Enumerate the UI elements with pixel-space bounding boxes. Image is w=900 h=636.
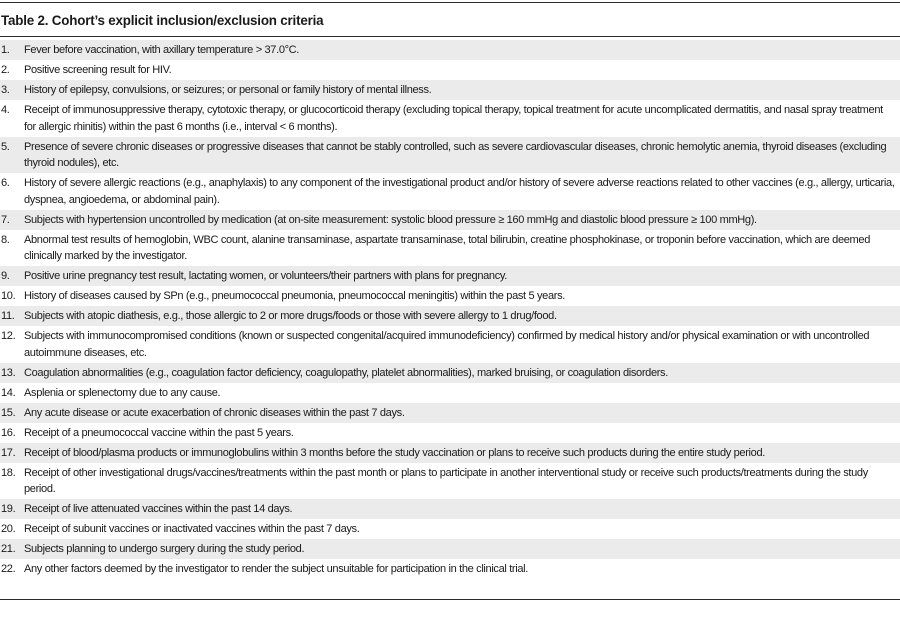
- row-text: Fever before vaccination, with axillary temperature > 37.0°C.: [24, 44, 300, 56]
- row-number: 3.: [1, 84, 10, 96]
- row-number: 5.: [1, 140, 10, 153]
- table-row: [0, 519, 900, 539]
- row-text: Coagulation abnormalities (e.g., coagulation factor deficiency, coagulopathy, platelet abnormalities), marked bruising, or coagulation disorders.: [24, 366, 668, 379]
- row-number: 2.: [1, 64, 10, 76]
- row-text: Presence of severe chronic diseases or progressive diseases that cannot be stably controlled, such as severe cardiovascular diseases, chronic hemolytic anemia, thyroid diseases (excluding thyroid nodules), etc.: [24, 140, 887, 169]
- row-text: Receipt of live attenuated vaccines within the past 14 days.: [24, 503, 293, 515]
- table-row: [0, 210, 900, 230]
- table-row: [0, 539, 900, 559]
- row-number: 1.: [1, 44, 10, 56]
- row-text: Positive screening result for HIV.: [24, 64, 172, 76]
- table-row: [0, 137, 900, 174]
- row-number: 22.: [1, 563, 16, 575]
- row-text: Receipt of a pneumococcal vaccine within the past 5 years.: [24, 426, 294, 439]
- row-text: Subjects planning to undergo surgery during the study period.: [24, 543, 305, 555]
- table-row: [0, 403, 900, 423]
- table-row: [0, 363, 900, 383]
- table-row: [0, 173, 900, 210]
- table-row: [0, 40, 900, 60]
- row-number: 21.: [1, 543, 16, 555]
- row-text: Receipt of blood/plasma products or immunoglobulins within 3 months before the study vaccination or plans to receive such products during the entire study period.: [24, 446, 765, 459]
- row-number: 17.: [1, 446, 16, 459]
- table-title: Table 2. Cohort’s explicit inclusion/exclusion criteria: [1, 13, 324, 28]
- row-text: Abnormal test results of hemoglobin, WBC count, alanine transaminase, aspartate transaminase, total bilirubin, creatine phosphokinase, or troponin before vaccination, which are deemed clinically marked by the investigator.: [24, 233, 870, 262]
- row-number: 19.: [1, 503, 16, 515]
- table-row: [0, 266, 900, 286]
- row-number: 15.: [1, 406, 16, 419]
- row-number: 10.: [1, 290, 16, 302]
- table-row: [0, 423, 900, 443]
- row-number: 20.: [1, 523, 16, 535]
- table-row: [0, 499, 900, 519]
- criteria-table: [0, 2, 900, 636]
- row-number: 16.: [1, 426, 16, 439]
- table-row: [0, 286, 900, 306]
- row-number: 18.: [1, 466, 16, 479]
- row-number: 13.: [1, 366, 16, 379]
- row-text: Receipt of other investigational drugs/vaccines/treatments within the past month or plans to participate in another interventional study or receive such products/treatments during the study period.: [24, 466, 868, 495]
- row-text: Receipt of immunosuppressive therapy, cytotoxic therapy, or glucocorticoid therapy (excluding topical therapy, topical treatment for acute uncomplicated dermatitis, and nasal spray treatment for allergic rhinitis) within the past 6 months (i.e., interval < 6 months).: [24, 104, 883, 133]
- table-row: [0, 60, 900, 80]
- table-row: [0, 80, 900, 100]
- criteria-list: [0, 40, 900, 579]
- row-number: 11.: [1, 310, 15, 322]
- title-rule: [0, 36, 900, 37]
- table-row: [0, 306, 900, 326]
- row-number: 6.: [1, 177, 10, 189]
- bottom-rule: [0, 599, 900, 600]
- row-text: Subjects with immunocompromised conditions (known or suspected congenital/acquired immunodeficiency) confirmed by medical history and/or physical examination or with uncontrolled autoimmune diseases, etc.: [24, 330, 870, 359]
- row-text: Receipt of subunit vaccines or inactivated vaccines within the past 7 days.: [24, 523, 360, 535]
- row-number: 9.: [1, 270, 10, 282]
- row-number: 12.: [1, 330, 16, 342]
- row-number: 7.: [1, 213, 10, 226]
- row-text: Any other factors deemed by the investigator to render the subject unsuitable for participation in the clinical trial.: [24, 563, 528, 575]
- row-text: Positive urine pregnancy test result, lactating women, or volunteers/their partners with plans for pregnancy.: [24, 270, 507, 282]
- row-number: 14.: [1, 386, 16, 399]
- table-row: [0, 443, 900, 463]
- table-row: [0, 100, 900, 137]
- table-row: [0, 230, 900, 267]
- row-text: Subjects with atopic diathesis, e.g., those allergic to 2 or more drugs/foods or those with severe allergy to 1 drug/food.: [24, 310, 557, 322]
- table-row: [0, 383, 900, 403]
- table-row: [0, 326, 900, 363]
- row-text: Asplenia or splenectomy due to any cause.: [24, 386, 221, 399]
- row-text: History of severe allergic reactions (e.g., anaphylaxis) to any component of the investigational product and/or history of severe adverse reactions related to other vaccines (e.g., allergy, urticaria, dyspnea, angioedema, or abdominal pain).: [24, 177, 895, 206]
- table-row: [0, 463, 900, 500]
- row-text: Any acute disease or acute exacerbation of chronic diseases within the past 7 days.: [24, 406, 405, 419]
- row-text: History of epilepsy, convulsions, or seizures; or personal or family history of mental illness.: [24, 84, 432, 96]
- row-text: Subjects with hypertension uncontrolled by medication (at on-site measurement: systolic blood pressure ≥ 160 mmHg and diastolic blood pressure ≥ 100 mmHg).: [24, 213, 757, 226]
- row-text: History of diseases caused by SPn (e.g., pneumococcal pneumonia, pneumococcal meningitis) within the past 5 years.: [24, 290, 565, 302]
- table-row: [0, 559, 900, 579]
- row-number: 4.: [1, 104, 10, 116]
- row-number: 8.: [1, 233, 10, 246]
